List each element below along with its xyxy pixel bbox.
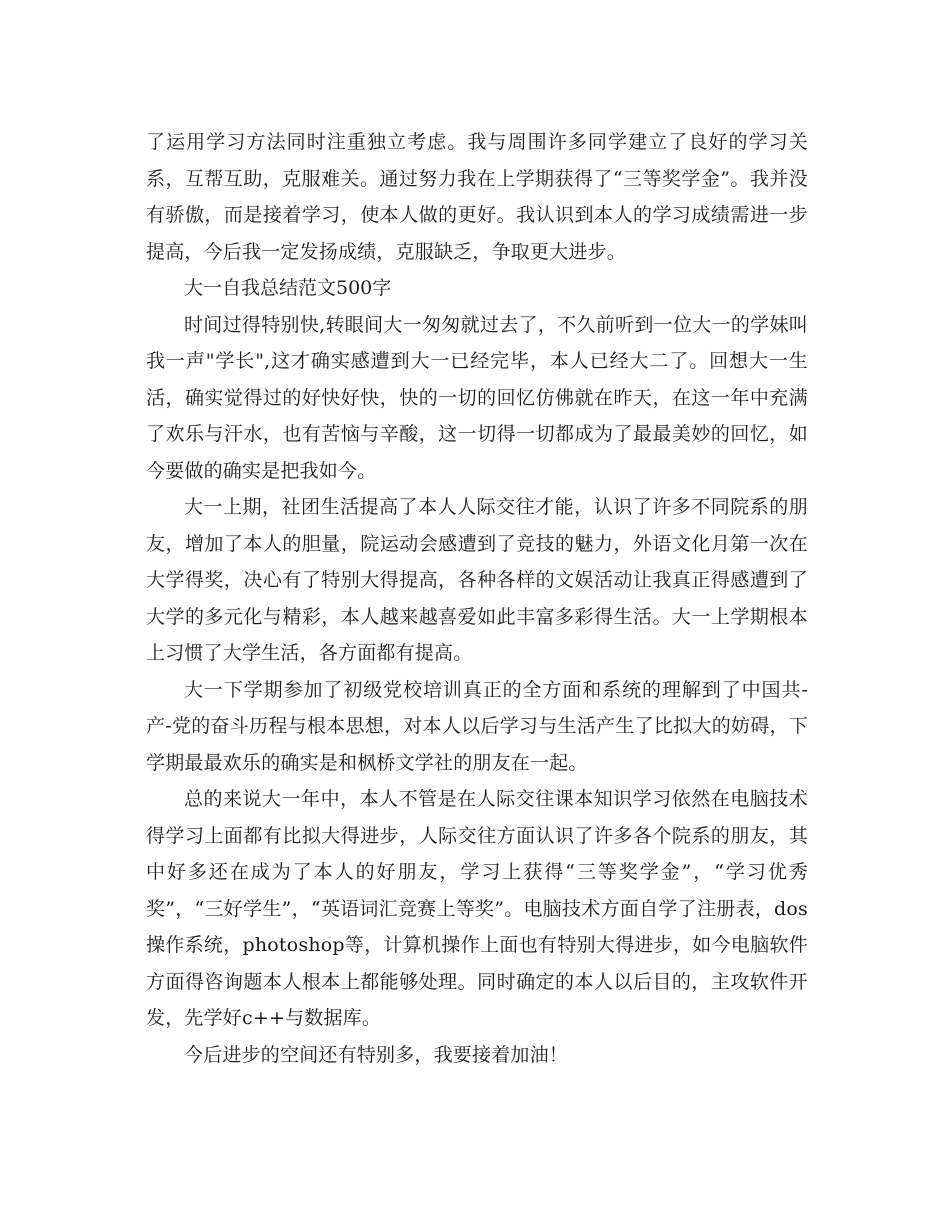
- section-heading: 大一自我总结范文500字: [184, 277, 392, 299]
- document-body: [146, 124, 808, 1073]
- paragraph-closing: 今后进步的空间还有特别多，我要接着加油！: [184, 1043, 569, 1066]
- paragraph-summary: 总的来说大一年中，本人不管是在人际交往课本知识学习依然在电脑技术得学习上面都有比拟大得进步，人际交往方面认识了许多各个院系的朋友，其中好多还在成为了本人的好朋友，学习上获得“三等奖学金”，“学习优秀奖”，“三好学生”，“英语词汇竞赛上等奖”。电脑技术方面自学了注册表，dos操作系统，photoshop等，计算机操作上面也有特别大得进步，如今电脑软件方面得咨询题本人根本上都能够处理。同时确定的本人以后目的，主攻软件开发，先学好c++与数据库。: [146, 788, 808, 1029]
- paragraph-intro: 时间过得特别快,转眼间大一匆匆就过去了，不久前听到一位大一的学妹叫我一声"学长",这才确实感遭到大一已经完毕，本人已经大二了。回想大一生活，确实觉得过的好快好快，快的一切的回忆仿佛就在昨天，在这一年中充满了欢乐与汗水，也有苦恼与辛酸，这一切得一切都成为了最最美妙的回忆，如今要做的确实是把我如今。: [146, 313, 808, 482]
- paragraph-continuation: 了运用学习方法同时注重独立考虑。我与周围许多同学建立了良好的学习关系，互帮互助，克服难关。通过努力我在上学期获得了“三等奖学金”。我并没有骄傲，而是接着学习，使本人做的更好。我认识到本人的学习成绩需进一步提高，今后我一定发扬成绩，克服缺乏，争取更大进步。: [146, 131, 808, 263]
- paragraph-second-semester: 大一下学期参加了初级党校培训真正的全方面和系统的理解到了中国共-产-党的奋斗历程与根本思想，对本人以后学习与生活产生了比拟大的妨碍，下学期最最欢乐的确实是和枫桥文学社的朋友在一起。: [146, 678, 809, 774]
- paragraph-first-semester: 大一上期，社团生活提高了本人人际交往才能，认识了许多不同院系的朋友，增加了本人的胆量，院运动会感遭到了竞技的魅力，外语文化月第一次在大学得奖，决心有了特别大得提高，各种各样的文娱活动让我真正得感遭到了大学的多元化与精彩，本人越来越喜爱如此丰富多彩得生活。大一上学期根本上习惯了大学生活，各方面都有提高。: [146, 496, 808, 664]
